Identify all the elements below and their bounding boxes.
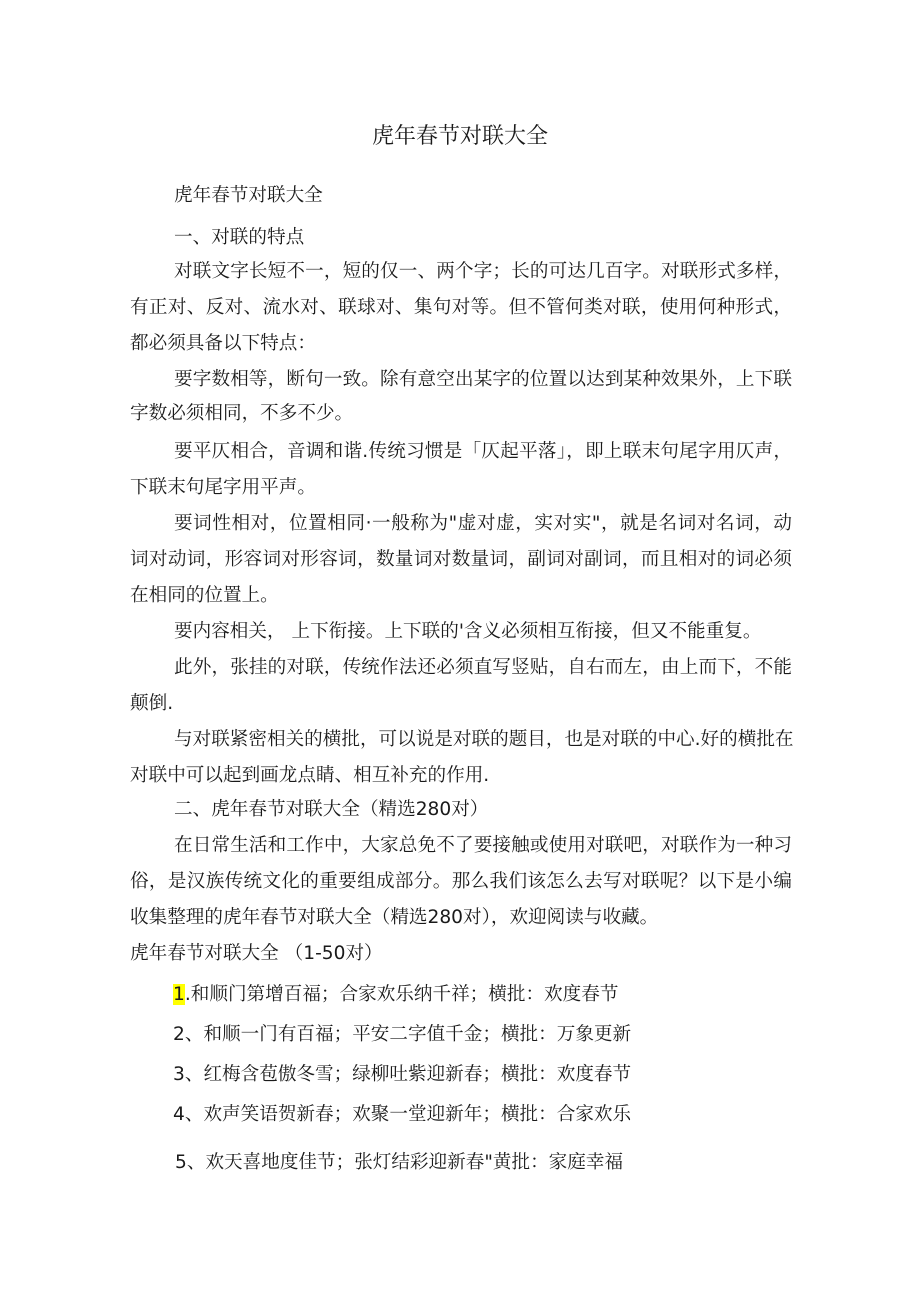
list-item-text: 、欢天喜地度佳节；张灯结彩迎新春"黄批：家庭幸福 bbox=[186, 1152, 624, 1173]
paragraph-line: 收集整理的虎年春节对联大全（精选280对），欢迎阅读与收藏。 bbox=[130, 907, 659, 928]
list-item-number: 2 bbox=[173, 1024, 185, 1045]
paragraph-line: 在日常生活和工作中，大家总免不了要接触或使用对联吧，对联作为一种习 bbox=[174, 835, 792, 856]
paragraph-line: 虎年春节对联大全 bbox=[174, 185, 323, 206]
paragraph-line: 与对联紧密相关的横批，可以说是对联的题目，也是对联的中心.好的横批在 bbox=[174, 729, 794, 750]
list-item bbox=[173, 982, 618, 1008]
paragraph-line: 字数必须相同，不多不少。 bbox=[130, 403, 354, 424]
paragraph-line: 要平仄相合，音调和谐.传统习惯是「仄起平落」，即上联末句尾字用仄声， bbox=[174, 441, 792, 462]
paragraph-line: 要词性相对，位置相同·一般称为"虚对虚，实对实"，就是名词对名词，动 bbox=[174, 513, 792, 534]
list-item-text: 、红梅含苞傲冬雪；绿柳吐紫迎新春；横批：欢度春节 bbox=[184, 1064, 632, 1085]
list-item bbox=[175, 1150, 623, 1176]
list-item bbox=[173, 1022, 631, 1048]
list-item-text: 、和顺一门有百福；平安二字值千金；横批：万象更新 bbox=[184, 1024, 632, 1045]
paragraph-line: 二、虎年春节对联大全（精选280对） bbox=[174, 799, 489, 820]
paragraph-line: 一、对联的特点 bbox=[174, 227, 305, 248]
list-item-number: 5 bbox=[175, 1152, 187, 1173]
paragraph-line: 对联文字长短不一，短的仅一、两个字；长的可达几百字。对联形式多样， bbox=[174, 261, 792, 282]
paragraph-line: 有正对、反对、流水对、联球对、集句对等。但不管何类对联，使用何种形式， bbox=[130, 297, 792, 318]
paragraph-line: 在相同的位置上。 bbox=[130, 585, 279, 606]
paragraph-line: 俗，是汉族传统文化的重要组成部分。那么我们该怎么去写对联呢？以下是小编 bbox=[130, 871, 792, 892]
list-item-number: 3 bbox=[173, 1064, 185, 1085]
list-item-text: 、欢声笑语贺新春；欢聚一堂迎新年；横批：合家欢乐 bbox=[184, 1104, 632, 1125]
paragraph-line: 要内容相关， 上下衔接。上下联的'含义必须相互衔接，但又不能重复。 bbox=[174, 621, 762, 642]
list-item-text: .和顺门第增百福；合家欢乐纳千祥；横批：欢度春节 bbox=[184, 984, 619, 1005]
list-item bbox=[173, 1062, 631, 1088]
paragraph-line: 下联末句尾字用平声。 bbox=[130, 477, 316, 498]
list-item-number: 1 bbox=[173, 984, 185, 1005]
paragraph-line: 此外，张挂的对联，传统作法还必须直写竖贴，自右而左，由上而下，不能 bbox=[174, 657, 792, 678]
paragraph-line: 都必须具备以下特点： bbox=[130, 333, 316, 354]
list-item bbox=[173, 1102, 631, 1128]
paragraph-line: 要字数相等，断句一致。除有意空出某字的位置以达到某种效果外，上下联 bbox=[174, 369, 792, 390]
paragraph-line: 颠倒. bbox=[130, 693, 174, 714]
list-heading: 虎年春节对联大全 （1-50对） bbox=[130, 943, 383, 964]
paragraph-line: 对联中可以起到画龙点睛、相互补充的作用. bbox=[130, 765, 490, 786]
list-item-number: 4 bbox=[173, 1104, 185, 1125]
document-title: 虎年春节对联大全 bbox=[371, 124, 548, 149]
paragraph-line: 词对动词，形容词对形容词，数量词对数量词，副词对副词，而且相对的词必须 bbox=[130, 549, 792, 570]
